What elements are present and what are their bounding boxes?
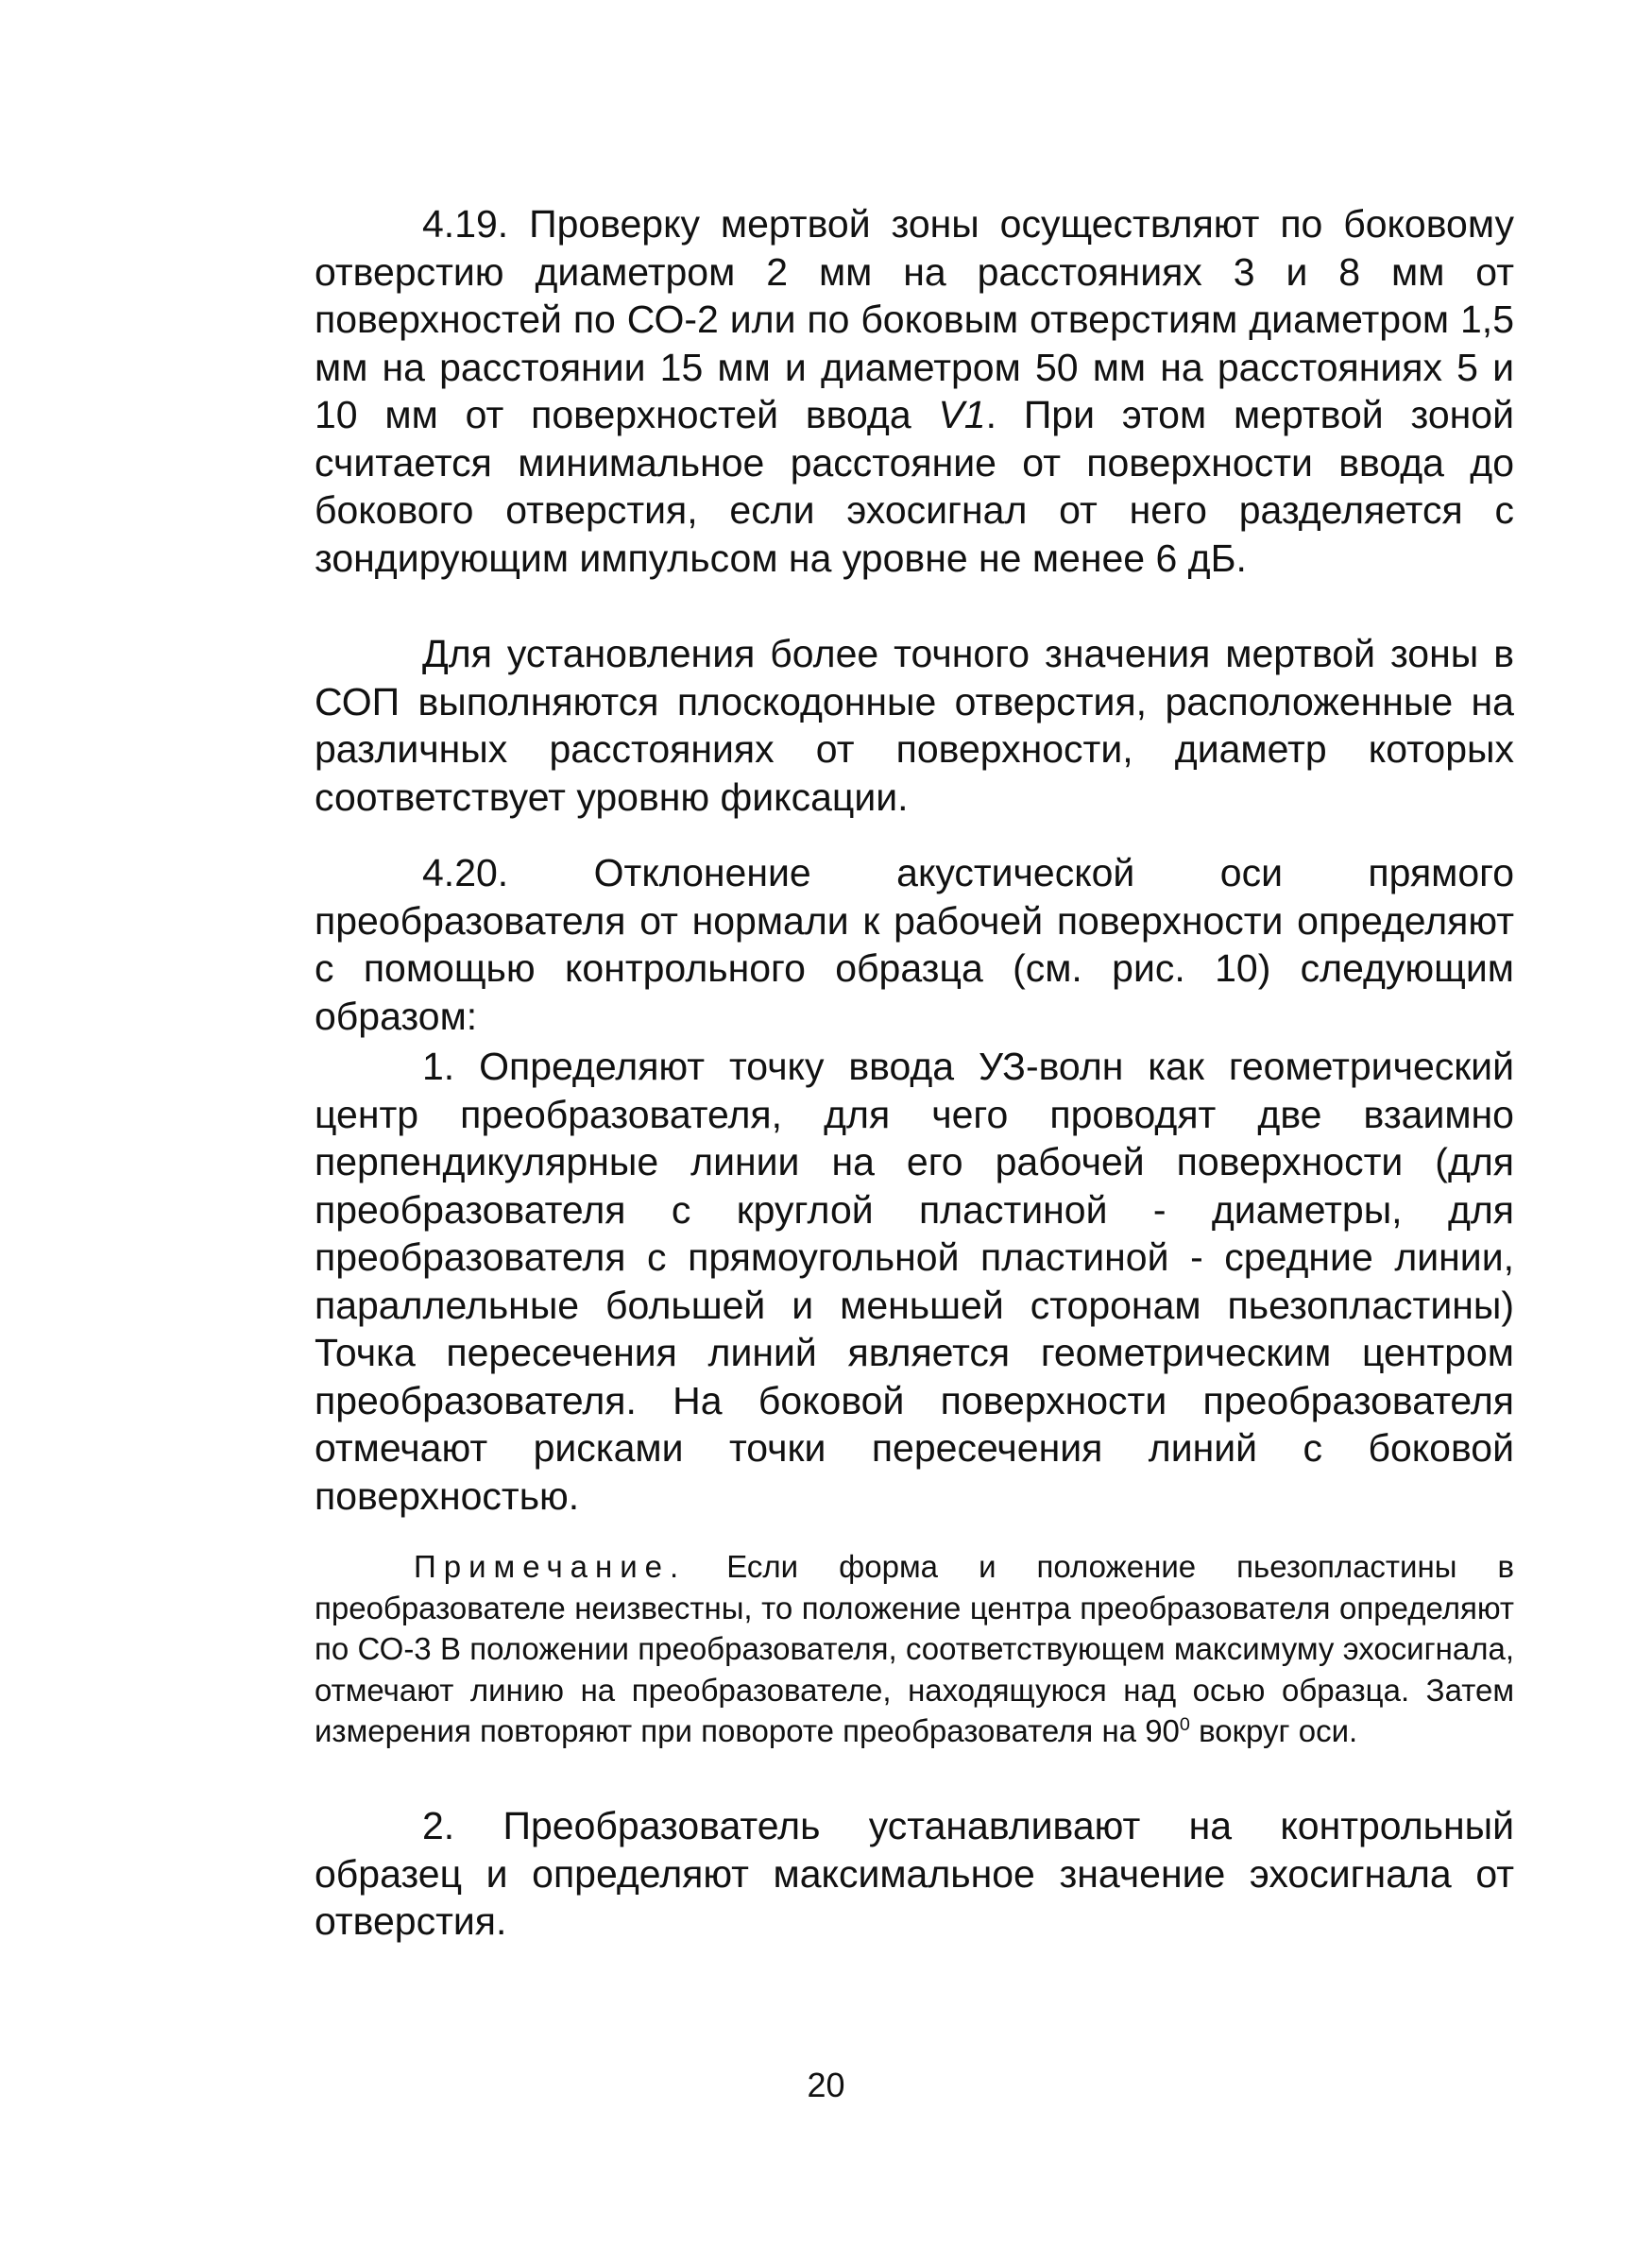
degree-sup: 0 [1179,1714,1190,1735]
step-number: 1. [422,1045,455,1088]
paragraph-body: Для установления более точного значения мертвой зоны в СОП выполняются плоскодонные отверстия, расположенные на различных расстояниях от поверхности, диаметр которых соответствует уровню фиксации. [315,632,1514,819]
step-1 [315,1043,1514,1520]
note-body: Если форма и положение пьезопластины в преобразователе неизвестны, то положение центра преобразователя определяют по СО-3 В положении преобразователя, соответствующем максимуму эхосигнала, отмечают линию на преобразователе, находящуюся над осью образца. Затем измерения повторяют при повороте преобразователя на 90 [315,1549,1515,1748]
step-body: Определяют точку ввода УЗ-волн как геометрический центр преобразователя, для чего проводят две взаимно перпендикулярные линии на его рабочей поверхности (для преобразователя с круглой пластиной - диаметры, для преобразователя с прямоугольной пластиной - средние линии, параллельные большей и меньшей сторонам пьезопластины) Точка пересечения линий является геометрическим центром преобразователя. На боковой поверхности преобразователя отмечают рисками точки пересечения линий с боковой поверхностью. [315,1045,1514,1518]
paragraph-body: Отклонение акустической оси прямого преобразователя от нормали к рабочей поверхности определяют с помощью контрольного образца (см. рис. 10) следующим образом: [315,851,1514,1038]
paragraph-body: Проверку мертвой зоны осуществляют по боковому отверстию диаметром 2 мм на расстояниях 3 и 8 мм от поверхностей по СО-2 или по боковым отверстиям диаметром 1,5 мм на расстоянии 15 мм и диаметром 50 мм на расстояниях 5 и 10 мм от поверхностей ввода [315,202,1514,436]
step-2 [315,1802,1514,1946]
paragraph-4-19-b [315,630,1514,821]
paragraph-4-19 [315,200,1514,582]
paragraph-4-20 [315,849,1514,1040]
note [315,1546,1514,1752]
section-number: 4.19. [422,202,509,246]
note-label: Примечание. [414,1549,687,1584]
section-number: 4.20. [422,851,509,894]
step-body: Преобразователь устанавливают на контрольный образец и определяют максимальное значение эхосигнала от отверстия. [315,1804,1514,1943]
paragraph-body-cont: . При этом мертвой зоной считается минимальное расстояние от поверхности ввода до бокового отверстия, если эхосигнал от него разделяется с зондирующим импульсом на уровне не менее 6 дБ. [315,393,1514,580]
paragraph-text [315,200,1514,582]
note-body-cont: вокруг оси. [1189,1713,1358,1748]
page-number: 20 [807,2066,845,2104]
italic-term: V1 [938,393,986,436]
step-number: 2. [422,1804,455,1847]
